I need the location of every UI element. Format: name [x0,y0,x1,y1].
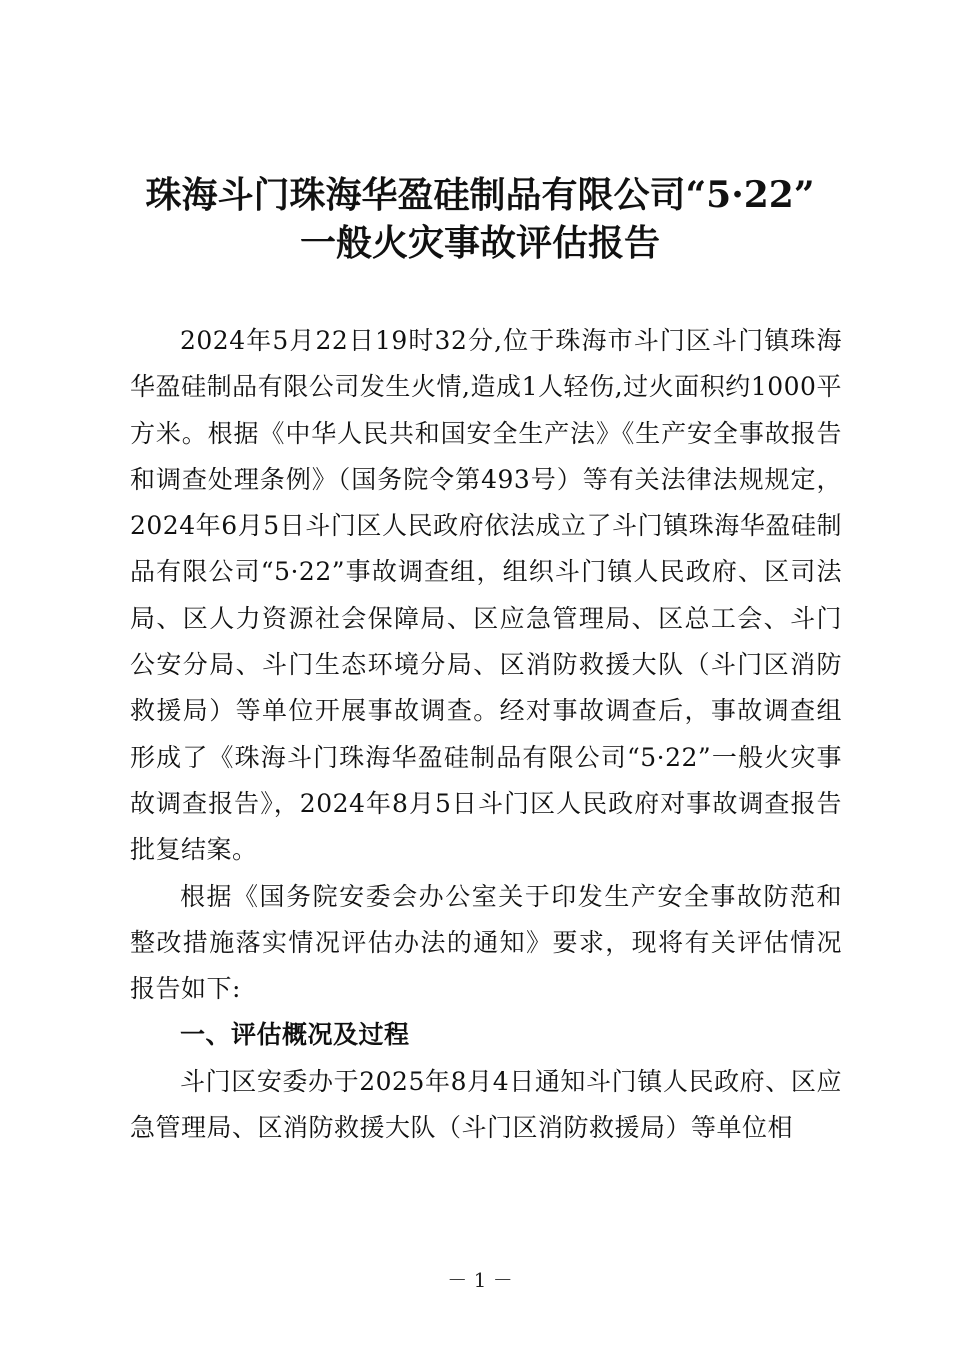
document-body [130,318,842,1151]
intro-paragraph: 2024年5月22日19时32分,位于珠海市斗门区斗门镇珠海华盈硅制品有限公司发生火情,造成1人轻伤,过火面积约1000平方米。根据《中华人民共和国安全生产法》《生产安全事故报告和调查处理条例》（国务院令第493号）等有关法律法规规定，2024年6月5日斗门区人民政府依法成立了斗门镇珠海华盈硅制品有限公司“5·22”事故调查组，组织斗门镇人民政府、区司法局、区人力资源社会保障局、区应急管理局、区总工会、斗门公安分局、斗门生态环境分局、区消防救援大队（斗门区消防救援局）等单位开展事故调查。经对事故调查后，事故调查组形成了《珠海斗门珠海华盈硅制品有限公司“5·22”一般火灾事故调查报告》，2024年8月5日斗门区人民政府对事故调查报告批复结案。 [130,326,842,865]
page-number: － 1 － [447,1268,513,1292]
section-heading-1: 一、评估概况及过程 [180,1020,410,1050]
basis-paragraph: 根据《国务院安委会办公室关于印发生产安全事故防范和整改措施落实情况评估办法的通知》要求，现将有关评估情况报告如下: [130,881,842,1004]
document-title-line-2: 一般火灾事故评估报告 [299,222,660,264]
document-title-line-1: 珠海斗门珠海华盈硅制品有限公司“5·22” [145,174,815,216]
section-1-paragraph: 斗门区安委办于2025年8月4日通知斗门镇人民政府、区应急管理局、区消防救援大队（斗门区消防救援局）等单位相 [130,1066,842,1143]
